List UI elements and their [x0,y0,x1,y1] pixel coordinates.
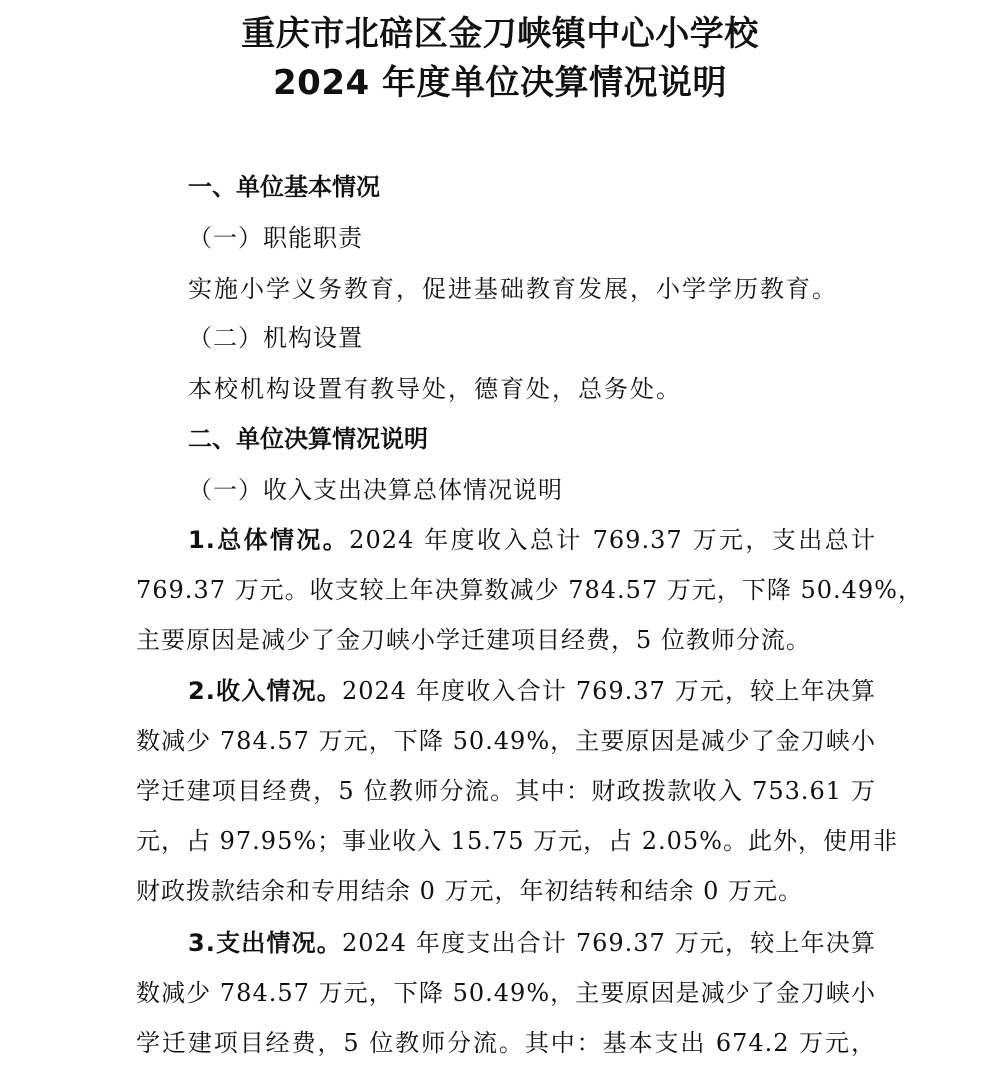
paragraph-expenditure [136,928,876,1078]
paragraph-lead: 2.收入情况。 [188,677,342,705]
paragraph-line: 主要原因是减少了金刀峡小学迁建项目经费，5 位教师分流。 [136,626,811,654]
paragraph-lead: 1.总体情况。 [188,526,350,554]
paragraph-line-text: 2024 年度收入合计 769.37 万元，较上年决算 [341,677,876,705]
section2-sub1-heading: （一）收入支出决算总体情况说明 [188,476,563,504]
paragraph-line: 769.37 万元。收支较上年决算数减少 784.57 万元，下降 50.49%， [136,576,923,604]
paragraph-line: 数减少 784.57 万元，下降 50.49%，主要原因是减少了金刀峡小 [136,727,876,755]
section1-sub2-heading: （二）机构设置 [188,324,363,352]
document-title-line1: 重庆市北碚区金刀峡镇中心小学校 [241,14,759,54]
section1-sub2-text: 本校机构设置有教导处，德育处，总务处。 [188,375,682,403]
section1-heading: 一、单位基本情况 [188,173,380,201]
section2-heading: 二、单位决算情况说明 [188,425,428,453]
paragraph-line-text: 2024 年度支出合计 769.37 万元，较上年决算 [341,929,876,957]
paragraph-line [136,525,876,575]
paragraph-lead: 3.支出情况。 [188,929,342,957]
paragraph-line [136,676,876,726]
paragraph-line: 元，占 97.95%；事业收入 15.75 万元，占 2.05%。此外，使用非 [136,827,898,855]
section1-sub1-heading: （一）职能职责 [188,224,363,252]
section1-sub1-text: 实施小学义务教育，促进基础教育发展，小学学历教育。 [188,275,838,303]
paragraph-line: 学迁建项目经费，5 位教师分流。其中：财政拨款收入 753.61 万 [136,777,876,805]
paragraph-overall [136,525,923,675]
paragraph-line: 财政拨款结余和专用结余 0 万元，年初结转和结余 0 万元。 [136,877,804,905]
paragraph-income [136,676,898,926]
paragraph-line: 学迁建项目经费，5 位教师分流。其中：基本支出 674.2 万元， [136,1029,876,1057]
paragraph-line: 数减少 784.57 万元，下降 50.49%，主要原因是减少了金刀峡小 [136,979,876,1007]
paragraph-line-text: 2024 年度收入总计 769.37 万元，支出总计 [349,526,876,554]
paragraph-line [136,928,876,978]
document-title-line2: 2024 年度单位决算情况说明 [273,63,727,103]
